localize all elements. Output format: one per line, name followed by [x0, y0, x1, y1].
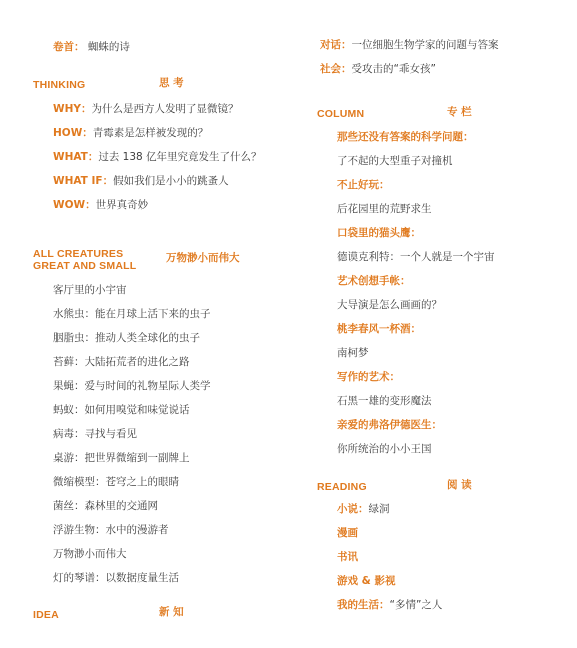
- column-article-title[interactable]: 大导演是怎么画画的？: [337, 299, 442, 311]
- toc-entry[interactable]: 菌丝：森林里的交通网: [53, 500, 158, 512]
- toc-entry-wow[interactable]: [53, 198, 148, 212]
- section-heading-reading-en: READING: [317, 481, 367, 493]
- toc-entry-key: WOW：: [53, 199, 96, 211]
- toc-entry-title: “多情”之人: [389, 599, 443, 611]
- toc-entry-intro[interactable]: [53, 40, 130, 54]
- column-series-title[interactable]: 亲爱的弗洛伊德医生：: [337, 419, 442, 431]
- toc-entry-key: 书讯: [337, 551, 358, 563]
- toc-entry-dialogue[interactable]: [320, 38, 499, 52]
- toc-entry[interactable]: 微缩模型：苍穹之上的眼睛: [53, 476, 179, 488]
- column-series-title[interactable]: 口袋里的猫头鹰：: [337, 227, 421, 239]
- section-heading-thinking-zh: 思 考: [159, 77, 184, 89]
- toc-entry-key: HOW：: [53, 127, 93, 139]
- toc-entry-why[interactable]: [53, 102, 238, 116]
- section-heading-idea-en: IDEA: [33, 609, 59, 621]
- toc-entry[interactable]: 桌游：把世界微缩到一副牌上: [53, 452, 190, 464]
- toc-entry-my-life[interactable]: [337, 598, 442, 612]
- column-series-title[interactable]: 那些还没有答案的科学问题：: [337, 131, 474, 143]
- toc-entry-novel[interactable]: [337, 502, 390, 516]
- column-series-title[interactable]: 艺术创想手帐：: [337, 275, 411, 287]
- toc-entry-key: 小说：: [337, 503, 369, 515]
- toc-entry-title: 青霉素是怎样被发现的？: [92, 127, 209, 139]
- toc-entry-key: 我的生活：: [337, 599, 390, 611]
- toc-entry-what[interactable]: [53, 150, 262, 164]
- toc-entry[interactable]: 浮游生物：水中的漫游者: [53, 524, 169, 536]
- toc-entry[interactable]: 蚂蚁：如何用嗅觉和味觉说话: [53, 404, 190, 416]
- toc-entry[interactable]: 胭脂虫：推动人类全球化的虫子: [53, 332, 200, 344]
- column-article-title[interactable]: 后花园里的荒野求生: [337, 203, 432, 215]
- column-series-title[interactable]: 不止好玩：: [337, 179, 390, 191]
- toc-entry-title: 一位细胞生物学家的问题与答案: [351, 39, 499, 51]
- column-article-title[interactable]: 南柯梦: [337, 347, 369, 359]
- toc-entry[interactable]: 客厅里的小宇宙: [53, 284, 127, 296]
- toc-entry-key: 漫画: [337, 527, 358, 539]
- toc-entry-key: 卷首：: [53, 41, 85, 53]
- toc-entry-society[interactable]: [320, 62, 436, 76]
- toc-entry-books[interactable]: [337, 550, 358, 564]
- column-article-title[interactable]: 德谟克利特：一个人就是一个宇宙: [337, 251, 495, 263]
- toc-entry-title: 为什么是西方人发明了显微镜？: [91, 103, 239, 115]
- toc-entry[interactable]: 万物渺小而伟大: [53, 548, 127, 560]
- toc-entry-key: WHAT：: [53, 151, 99, 163]
- toc-entry-games-film[interactable]: [337, 574, 395, 588]
- section-heading-creatures-zh: 万物渺小而伟大: [166, 252, 240, 264]
- toc-entry-title: 蜘蛛的诗: [87, 41, 130, 53]
- toc-entry-what-if[interactable]: [53, 174, 229, 188]
- toc-entry-key: WHAT IF：: [53, 175, 114, 187]
- toc-entry-key: 对话：: [320, 39, 352, 51]
- toc-entry-title: 世界真奇妙: [95, 199, 149, 211]
- section-heading-creatures-en-line1: ALL CREATURES: [33, 248, 124, 260]
- section-heading-reading-zh: 阅 读: [447, 479, 472, 491]
- toc-entry-key: 社会：: [320, 63, 352, 75]
- toc-entry-key: WHY：: [53, 103, 92, 115]
- toc-entry-how[interactable]: [53, 126, 208, 140]
- section-heading-column-en: COLUMN: [317, 108, 365, 120]
- column-article-title[interactable]: 了不起的大型重子对撞机: [337, 155, 453, 167]
- toc-entry[interactable]: 苔藓：大陆拓荒者的进化之路: [53, 356, 190, 368]
- column-series-title[interactable]: 写作的艺术：: [337, 371, 400, 383]
- toc-entry[interactable]: 病毒：寻找与看见: [53, 428, 137, 440]
- column-article-title[interactable]: 你所统治的小小王国: [337, 443, 432, 455]
- section-heading-creatures-en-line2: GREAT AND SMALL: [33, 260, 137, 272]
- toc-entry-title: 受攻击的“乖女孩”: [351, 63, 436, 75]
- toc-entry[interactable]: 灯的琴谱：以数据度量生活: [53, 572, 179, 584]
- toc-entry-comics[interactable]: [337, 526, 358, 540]
- toc-entry-key: 游戏 & 影视: [337, 575, 396, 587]
- column-series-title[interactable]: 桃李春风一杯酒：: [337, 323, 421, 335]
- section-heading-column-zh: 专 栏: [447, 106, 472, 118]
- toc-entry-title: 过去 138 亿年里究竟发生了什么？: [98, 151, 262, 163]
- toc-entry-title: 假如我们是小小的跳蚤人: [113, 175, 229, 187]
- toc-entry[interactable]: 果蝇：爱与时间的礼物星际人类学: [53, 380, 211, 392]
- toc-entry[interactable]: 水熊虫：能在月球上活下来的虫子: [53, 308, 211, 320]
- toc-entry-title: 绿洞: [368, 503, 390, 515]
- column-article-title[interactable]: 石黑一雄的变形魔法: [337, 395, 432, 407]
- section-heading-thinking-en: THINKING: [33, 79, 86, 91]
- section-heading-idea-zh: 新 知: [159, 606, 184, 618]
